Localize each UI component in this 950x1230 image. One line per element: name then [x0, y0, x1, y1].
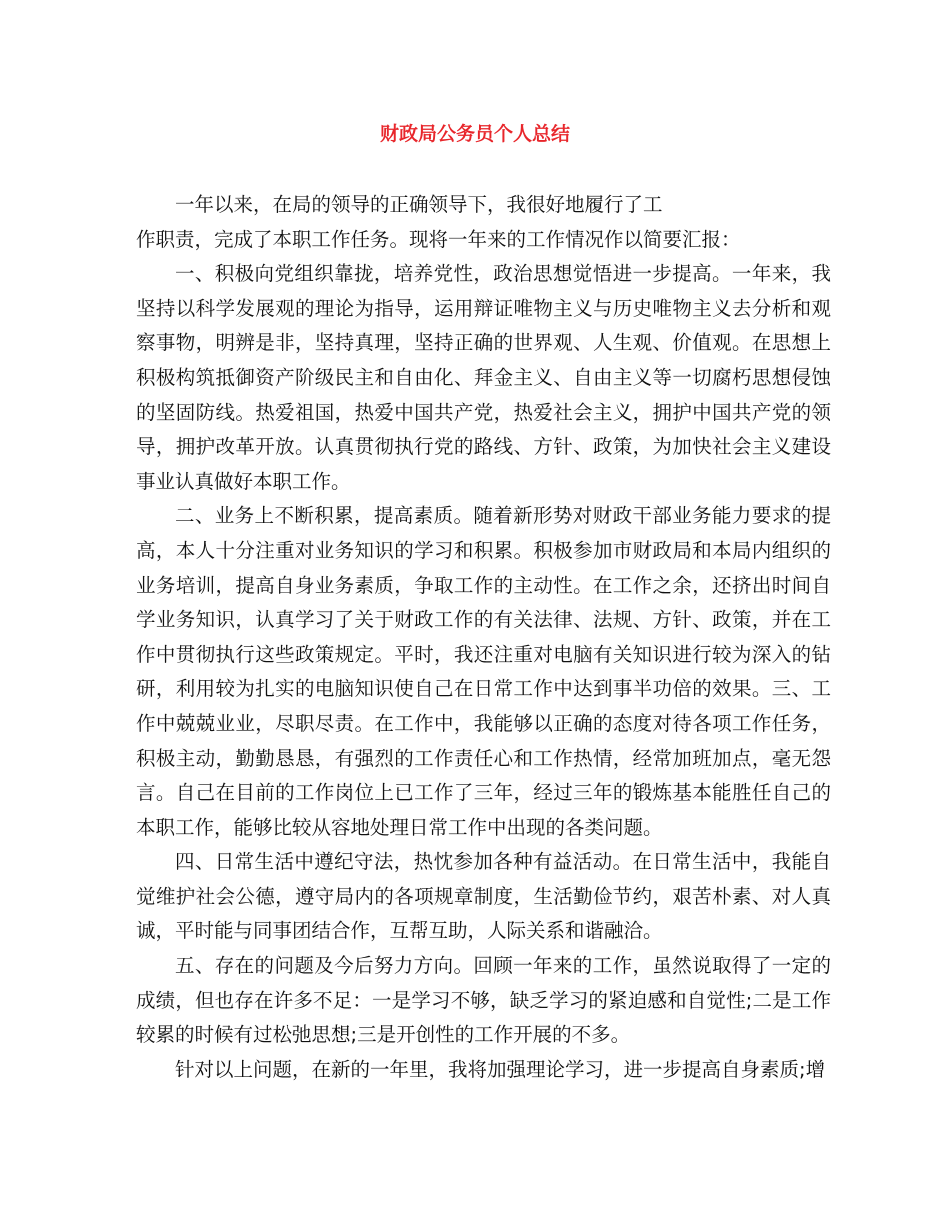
paragraph-intro-line1: 一年以来，在局的领导的正确领导下，我很好地履行了工: [175, 193, 663, 216]
document-body: [136, 188, 831, 1087]
paragraph-section-2-3: 二、业务上不断积累，提高素质。随着新形势对财政干部业务能力要求的提高，本人十分注重对业务知识的学习和积累。积极参加市财政局和本局内组织的业务培训，提高自身业务素质，争取工作的主动性。在工作之余，还挤出时间自学业务知识，认真学习了关于财政工作的有关法律、法规、方针、政策，并在工作中贯彻执行这些政策规定。平时，我还注重对电脑有关知识进行较为深入的钻研，利用较为扎实的电脑知识使自己在日常工作中达到事半功倍的效果。三、工作中兢兢业业，尽职尽责。在工作中，我能够以正确的态度对待各项工作任务，积极主动，勤勤恳恳，有强烈的工作责任心和工作热情，经常加班加点，毫无怨言。自己在目前的工作岗位上已工作了三年，经过三年的锻炼基本能胜任自己的本职工作，能够比较从容地处理日常工作中出现的各类问题。: [136, 504, 831, 839]
paragraph-section-5: 五、存在的问题及今后努力方向。回顾一年来的工作，虽然说取得了一定的成绩，但也存在许多不足：一是学习不够，缺乏学习的紧迫感和自觉性;二是工作较累的时候有过松弛思想;三是开创性的工作开展的不多。: [136, 954, 831, 1047]
paragraph-intro-line2: 作职责，完成了本职工作任务。现将一年来的工作情况作以简要汇报：: [136, 227, 741, 251]
paragraph-section-1: 一、积极向党组织靠拢，培养党性，政治思想觉悟进一步提高。一年来，我坚持以科学发展观的理论为指导，运用辩证唯物主义与历史唯物主义去分析和观察事物，明辨是非，坚持真理，坚持正确的世界观、人生观、价值观。在思想上积极构筑抵御资产阶级民主和自由化、拜金主义、自由主义等一切腐朽思想侵蚀的坚固防线。热爱祖国，热爱中国共产党，热爱社会主义，拥护中国共产党的领导，拥护改革开放。认真贯彻执行党的路线、方针、政策，为加快社会主义建设事业认真做好本职工作。: [136, 262, 831, 493]
document-title: 财政局公务员个人总结: [379, 123, 570, 145]
paragraph-section-4: 四、日常生活中遵纪守法，热忱参加各种有益活动。在日常生活中，我能自觉维护社会公德，遵守局内的各项规章制度，生活勤俭节约，艰苦朴素、对人真诚，平时能与同事团结合作，互帮互助，人际关系和谐融洽。: [136, 850, 831, 943]
paragraph-plan: 针对以上问题，在新的一年里，我将加强理论学习，进一步提高自身素质;增: [175, 1057, 826, 1081]
